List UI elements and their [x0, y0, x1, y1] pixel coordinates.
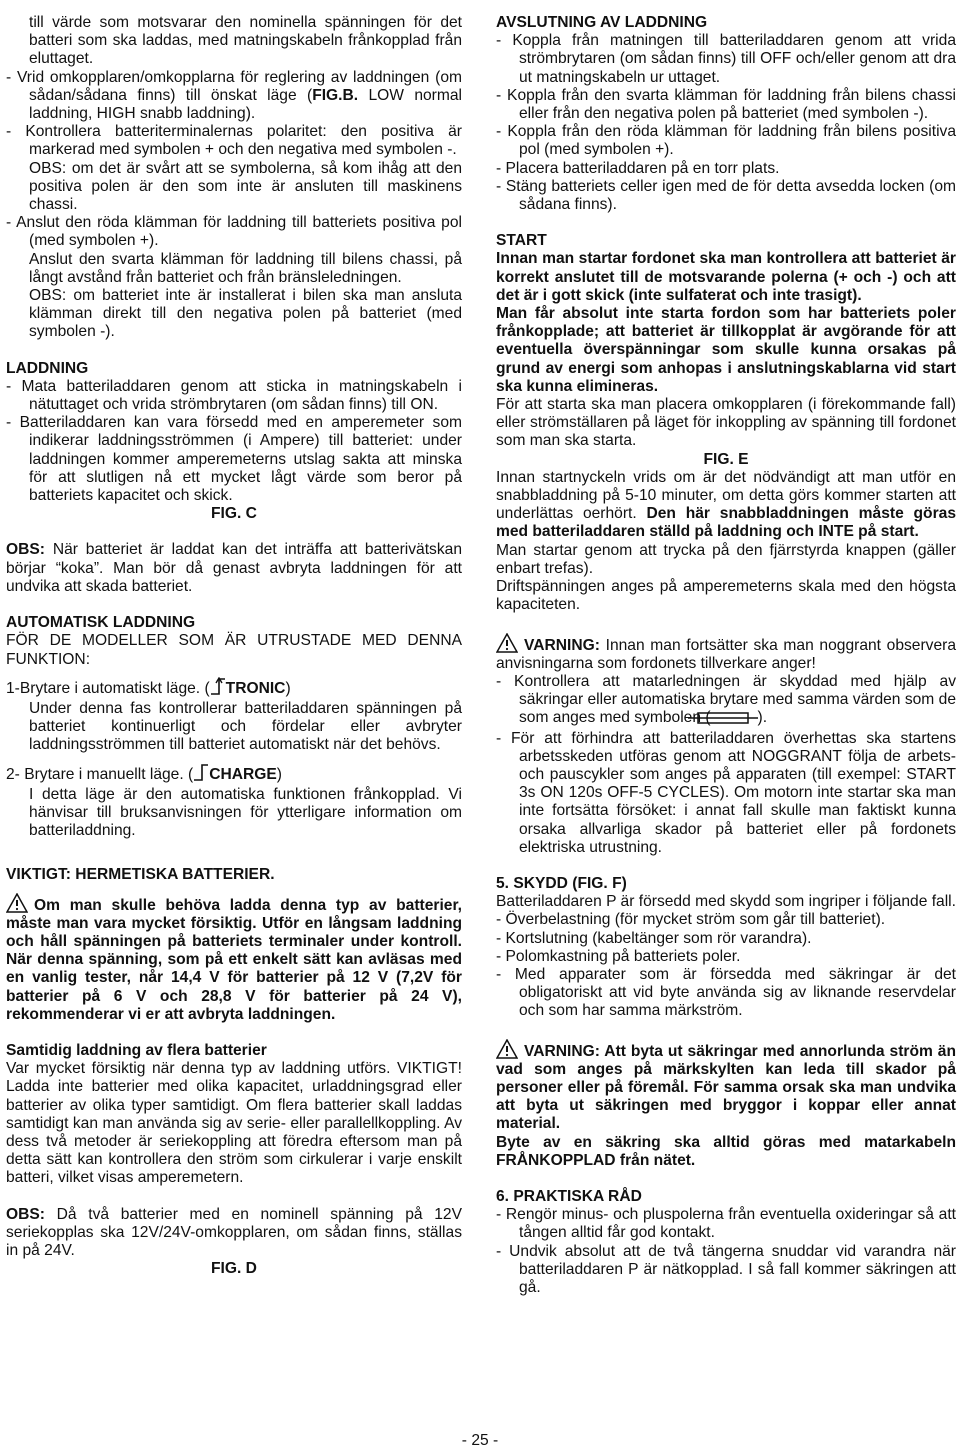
- paragraph: FÖR DE MODELLER SOM ÄR UTRUSTADE MED DENNA FUNKTION:: [6, 632, 462, 668]
- section-heading: VIKTIGT: HERMETISKA BATTERIER.: [6, 866, 275, 884]
- paragraph: Driftspänningen anges på amperemeterns skala med den högsta kapaciteten.: [496, 578, 956, 614]
- warning-paragraph: [496, 633, 956, 673]
- text: VARNING: Att byta ut säkringar med annorlunda ström än vad som anges på märkskylten kan leda till skador på personer eller på föremål. För samma orsak ska man undvika att byta ut säkringen med bryggor i koppar eller annat material.: [496, 1042, 956, 1133]
- warning-icon: [496, 1039, 518, 1059]
- mode-label: CHARGE: [209, 765, 277, 783]
- page-number: - 25 -: [461, 1432, 499, 1449]
- text: 1-Brytare i automatiskt läge. (: [6, 679, 210, 697]
- fuse-icon: [711, 711, 758, 729]
- warning-label: VARNING:: [524, 636, 600, 654]
- list-item: - Polomkastning på batteriets poler.: [496, 947, 741, 965]
- paragraph: [6, 677, 462, 700]
- paragraph: [6, 1206, 462, 1261]
- warning-paragraph: [6, 893, 462, 1024]
- paragraph: - Koppla från den svarta klämman för laddning från bilens chassi eller från den negativa polen på batteriet (med symbolen -).: [496, 86, 956, 123]
- paragraph: Var mycket försiktig när denna typ av laddning utförs. VIKTIGT! Ladda inte batterier med olika kapacitet, urladdningsgrad eller batterier av olika typer samtidigt. Om flera batterier skall laddas samtidigt kan man använda sig av serie- eller parallellkoppling. Av dess två metoder är seriekoppling att föredra eftersom man på detta sätt kan kontrollera den ström som cirkulerar i varje enskilt batteri, vilket visas amperemetern.: [6, 1060, 462, 1187]
- text: - Kontrollera att matarledningen är skyddad med hjälp av säkringar eller automatiska brytare med samma värden som de som anges med symbolen (: [496, 672, 956, 727]
- text: 2- Brytare i manuellt läge. (: [6, 765, 194, 783]
- paragraph: - Placera batteriladdaren på en torr plats.: [496, 159, 780, 177]
- paragraph: - Anslut den röda klämman för laddning till batteriets positiva pol (med symbolen +).: [6, 214, 462, 250]
- fig-ref: FIG.B.: [312, 86, 359, 104]
- right-column: [496, 14, 956, 1297]
- paragraph: - Mata batteriladdaren genom att sticka in matningskabeln i nätuttaget och vrida strömbrytaren (om sådan finns) till ON.: [6, 377, 462, 414]
- text: Innan man fortsätter ska man noggrant observera anvisningarna som fordonets tillverkare anger!: [496, 636, 956, 672]
- list-item: - Överbelastning (för mycket ström som går till batteriet).: [496, 911, 886, 929]
- paragraph: - Koppla från den röda klämman för laddning från bilens positiva pol (med symbolen +).: [496, 123, 956, 159]
- paragraph: OBS: om det är svårt att se symbolerna, så kom ihåg att den positiva polen är den som inte är ansluten till maskinens chassi.: [29, 159, 462, 214]
- paragraph: Byte av en säkring ska alltid göras med matarkabeln FRÅNKOPPLAD från nätet.: [496, 1133, 956, 1169]
- text: - Vrid omkopplaren/omkopplarna för reglering av laddningen (om sådan/sådana finns) till önskat läge (: [6, 68, 462, 104]
- mode-label: TRONIC: [225, 679, 286, 697]
- list-item: - Kortslutning (kabeltänger som rör varandra).: [496, 929, 812, 947]
- text: ): [285, 679, 291, 697]
- paragraph: Batteriladdaren P är försedd med skydd som ingriper i följande fall.: [496, 893, 956, 911]
- paragraph: - Stäng batteriets celler igen med de för detta avsedda locken (om sådana finns).: [496, 177, 956, 214]
- obs-label: OBS:: [6, 541, 45, 559]
- paragraph: - Batteriladdaren kan vara försedd med en amperemeter som indikerar laddningsströmmen (i Ampere) till batteriet: under laddningen kommer amperemeterns utslag sakta att minska för att slutligen nå ett mycket lågt värde som beror på batteriets kapacitet och skick.: [6, 414, 462, 505]
- section-heading: 6. PRAKTISKA RÅD: [496, 1187, 642, 1205]
- figure-label: FIG. D: [211, 1260, 257, 1278]
- paragraph: Man får absolut inte starta fordon som har batteriets poler frånkopplade; att batteriet är tillkopplat är avgörande för att eventuella överspänningar som skulle kunna orsakas på grund av energi som anhopas i anslutningskablarna vid start ska kunna elimineras.: [496, 305, 956, 395]
- text: Den här snabbladdningen måste göras med batteriladdaren ställd på laddning och INTE på start.: [496, 505, 956, 541]
- paragraph: [6, 541, 462, 596]
- text: Om man skulle behöva ladda denna typ av batterier, måste man vara mycket försiktig. Utför en långsam laddning och håll spänningen på batteriets terminaler under kontroll. När denna spänning, som på ett enkelt sätt kan avläsas med en vanlig tester, når 14,4 V för batterier på 12 V (7,2V för batterier på 6 V och 28,8 V för batterier på 24 V), rekommenderar vi er att avbryta laddningen.: [6, 896, 462, 1023]
- section-heading: 5. SKYDD (FIG. F): [496, 874, 627, 892]
- section-heading: START: [496, 232, 547, 250]
- paragraph: För att starta ska man placera omkopplaren (i förekommande fall) eller strömställaren på läget för inkoppling av spänning till fordonet som man ska starta.: [496, 396, 956, 450]
- paragraph: - För att förhindra att batteriladdaren överhettas ska startens arbetsskeden utföras genom att NOGGRANT följa de arbets- och pauscykler som anges på apparaten (till exempel: START 3s ON 120s OFF-5 CYCLES). Om motorn inte startar ska man inte fortsätta försöket: i annat fall skulle man faktiskt kunna orsaka allvarliga skador på batteriet eller på fordonets elektriska utrustning.: [496, 729, 956, 856]
- warning-icon: [496, 633, 518, 653]
- paragraph: OBS: om batteriet inte är installerat i bilen ska man ansluta klämman direkt till den negativa polen på batteriet (med symbolen -).: [29, 287, 462, 341]
- warning-paragraph: [496, 1039, 956, 1134]
- paragraph: Anslut den svarta klämman för laddning till bilens chassi, på långt avstånd från batteriet och från bränsleledningen.: [29, 250, 462, 286]
- left-column: [6, 14, 462, 1278]
- list-item: - Med apparater som är försedda med säkringar är det obligatoriskt att vid byte använda sig av liknande reservdelar och som har samma märkström.: [496, 965, 956, 1020]
- section-heading: LADDNING: [6, 359, 89, 377]
- paragraph: Man startar genom att trycka på den fjärrstyrda knappen (gäller enbart trefas).: [496, 541, 956, 577]
- figure-label: FIG. E: [703, 450, 749, 468]
- text: ).: [757, 709, 768, 727]
- switch-manual-icon: [193, 763, 209, 786]
- paragraph: - Koppla från matningen till batteriladdaren genom att vrida strömbrytaren (om sådan finns) till OFF och/eller genom att dra ut matningskabeln ur uttaget.: [496, 32, 956, 86]
- switch-up-icon: [210, 677, 226, 700]
- text: Då två batterier med en nominell spänning på 12V seriekopplas ska 12V/24V-omkopplaren, om sådan finns, ställas in på 24V.: [6, 1205, 462, 1259]
- paragraph: I detta läge är den automatiska funktionen frånkopplad. Vi hänvisar till bruksanvisningen för ytterligare information om batteriladdning.: [29, 785, 462, 840]
- paragraph: till värde som motsvarar den nominella spänningen för det batteri som ska laddas, med matningskabeln frånkopplad från eluttaget.: [29, 14, 462, 68]
- section-heading: AVSLUTNING AV LADDNING: [496, 14, 708, 31]
- paragraph: Under denna fas kontrollerar batteriladdaren spänningen på batteriet kontinuerligt och fördelar eller avbryter laddningsströmmen till batteriet automatiskt när det behövs.: [29, 699, 462, 754]
- text: ): [276, 765, 282, 783]
- paragraph: [496, 469, 956, 542]
- paragraph: Innan man startar fordonet ska man kontrollera att batteriet är korrekt anslutet till de motsvarande polerna (+ och -) och att det är i gott skick (inte sulfaterat och inte trasigt).: [496, 250, 956, 304]
- list-item: - Rengör minus- och pluspolerna från eventuella oxideringar så att tången alltid får god kontakt.: [496, 1206, 956, 1242]
- section-heading: AUTOMATISK LADDNING: [6, 614, 196, 632]
- text: När batteriet är laddat kan det inträffa att batterivätskan börjar “koka”. Man bör då genast avbryta laddningen för att undvika att skada batteriet.: [6, 541, 462, 595]
- figure-label: FIG. C: [211, 505, 257, 523]
- text: LOW normal laddning, HIGH snabb laddning).: [29, 86, 462, 123]
- obs-label: OBS:: [6, 1205, 45, 1223]
- text: Innan startnyckeln vrids om är det nödvändigt att man utför en snabbladdning på 5-10 minuter, om detta görs kommer starten att underlättas oerhört.: [496, 468, 956, 523]
- paragraph: [496, 673, 956, 730]
- paragraph: [6, 69, 462, 124]
- section-heading: Samtidig laddning av flera batterier: [6, 1041, 267, 1059]
- list-item: - Undvik absolut att de två tängerna snuddar vid varandra när batteriladdaren P är nätkopplad. I så fall kommer säkringen att gå.: [496, 1242, 956, 1296]
- paragraph: - Kontrollera batteriterminalernas polaritet: den positiva är markerad med symbolen + och den negativa med symbolen -.: [6, 123, 462, 159]
- paragraph: [6, 763, 462, 786]
- warning-icon: [6, 893, 28, 913]
